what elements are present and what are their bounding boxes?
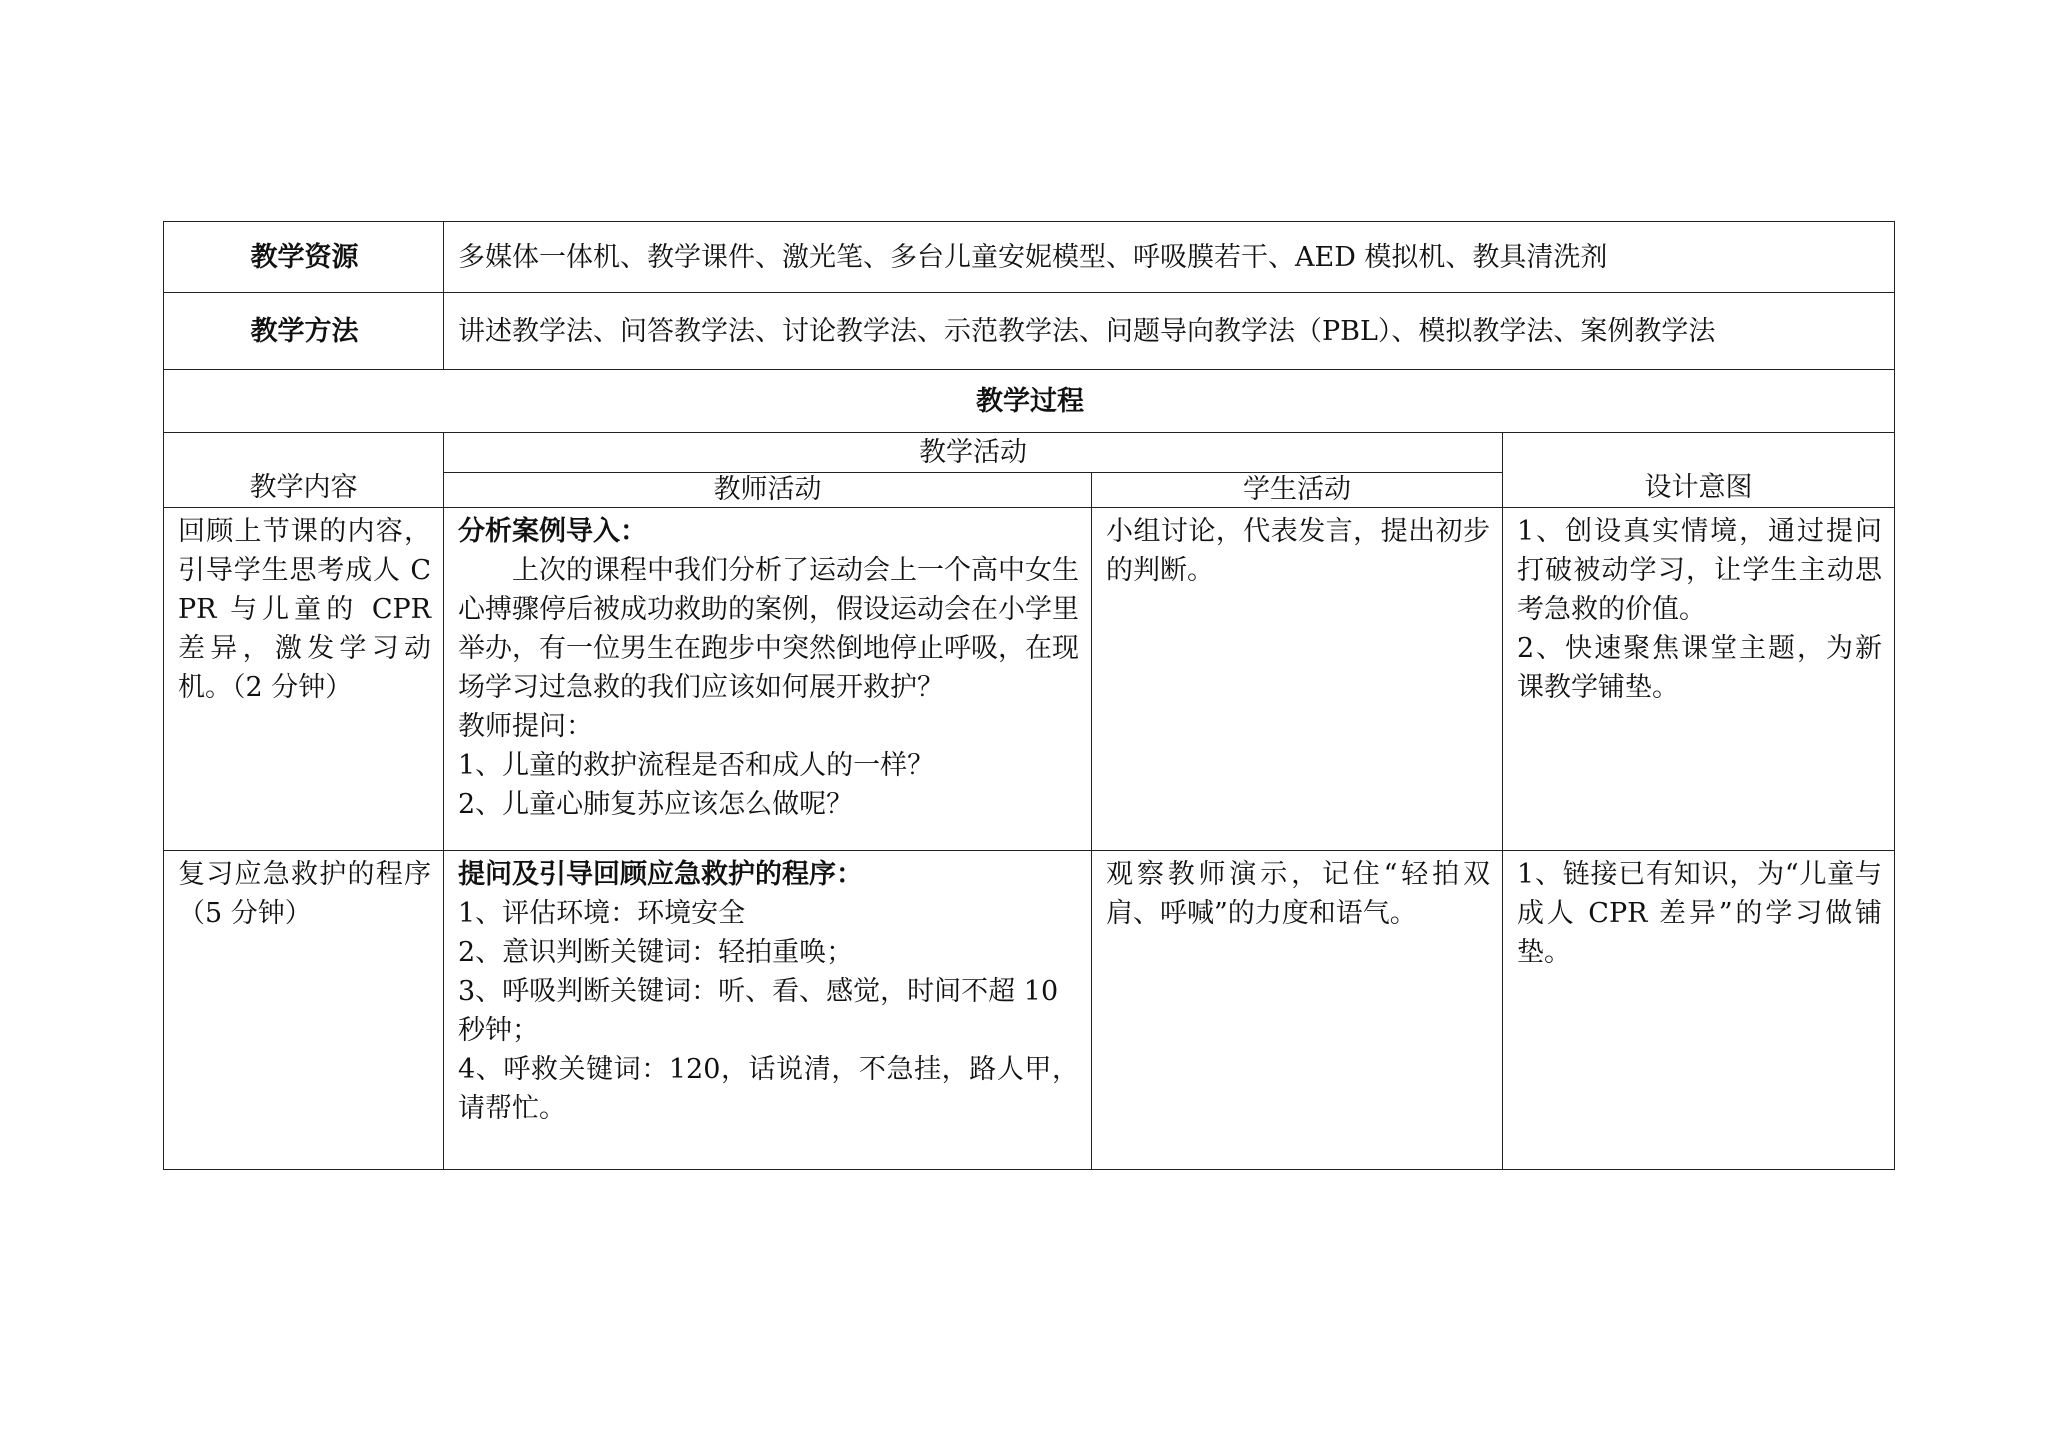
teacher-activity-cell bbox=[444, 508, 1092, 851]
teacher-activity-line: 2、意识判断关键词：轻拍重唤； bbox=[458, 937, 854, 968]
resources-row bbox=[164, 222, 1895, 293]
header-student: 学生活动 bbox=[1092, 473, 1503, 508]
header-row-1 bbox=[164, 433, 1895, 473]
content-cell: 复习应急救护的程序（5 分钟） bbox=[164, 851, 444, 1170]
teacher-activity-title: 分析案例导入： bbox=[458, 516, 647, 547]
methods-label: 教学方法 bbox=[164, 293, 444, 370]
teacher-activity-line: 4、呼救关键词：120，话说清，不急挂，路人甲，请帮忙。 bbox=[458, 1054, 1079, 1124]
header-teacher: 教师活动 bbox=[444, 473, 1092, 508]
student-activity-cell: 小组讨论，代表发言，提出初步的判断。 bbox=[1092, 508, 1503, 851]
header-activities: 教学活动 bbox=[444, 433, 1503, 473]
teacher-activity-paragraph: 上次的课程中我们分析了运动会上一个高中女生心搏骤停后被成功救助的案例，假设运动会在小学里举办，有一位男生在跑步中突然倒地停止呼吸，在现场学习过急救的我们应该如何展开救护？ bbox=[458, 555, 1079, 703]
methods-value: 讲述教学法、问答教学法、讨论教学法、示范教学法、问题导向教学法（PBL）、模拟教学法、案例教学法 bbox=[444, 293, 1895, 370]
process-title: 教学过程 bbox=[164, 370, 1895, 433]
teacher-activity-line: 1、评估环境：环境安全 bbox=[458, 898, 746, 929]
resources-value: 多媒体一体机、教学课件、激光笔、多台儿童安妮模型、呼吸膜若干、AED 模拟机、教具清洗剂 bbox=[444, 222, 1895, 293]
student-activity-cell: 观察教师演示，记住“轻拍双肩、呼喊”的力度和语气。 bbox=[1092, 851, 1503, 1170]
teacher-activity-cell bbox=[444, 851, 1092, 1170]
methods-row bbox=[164, 293, 1895, 370]
design-intent-line: 1、链接已有知识，为“儿童与成人 CPR 差异”的学习做铺垫。 bbox=[1517, 859, 1883, 968]
header-content: 教学内容 bbox=[164, 433, 444, 508]
process-title-row bbox=[164, 370, 1895, 433]
teacher-activity-line: 1、儿童的救护流程是否和成人的一样？ bbox=[458, 750, 935, 781]
teacher-activity-title: 提问及引导回顾应急救护的程序： bbox=[458, 859, 863, 890]
teacher-activity-line: 3、呼吸判断关键词：听、看、感觉，时间不超 10 秒钟； bbox=[458, 976, 1059, 1046]
table-row bbox=[164, 851, 1895, 1170]
content-cell: 回顾上节课的内容，引导学生思考成人 CPR 与儿童的 CPR 差异，激发学习动机。（2 分钟） bbox=[164, 508, 444, 851]
resources-label: 教学资源 bbox=[164, 222, 444, 293]
table-row bbox=[164, 508, 1895, 851]
header-intent: 设计意图 bbox=[1503, 433, 1895, 508]
design-intent-cell bbox=[1503, 508, 1895, 851]
design-intent-line: 2、快速聚焦课堂主题，为新课教学铺垫。 bbox=[1517, 633, 1883, 703]
lesson-plan-sheet bbox=[163, 221, 1894, 1170]
teacher-activity-line: 教师提问： bbox=[458, 711, 593, 742]
design-intent-cell bbox=[1503, 851, 1895, 1170]
design-intent-line: 1、创设真实情境，通过提问打破被动学习，让学生主动思考急救的价值。 bbox=[1517, 516, 1883, 625]
teacher-activity-line: 2、儿童心肺复苏应该怎么做呢？ bbox=[458, 789, 854, 820]
lesson-plan-table bbox=[163, 221, 1895, 1170]
